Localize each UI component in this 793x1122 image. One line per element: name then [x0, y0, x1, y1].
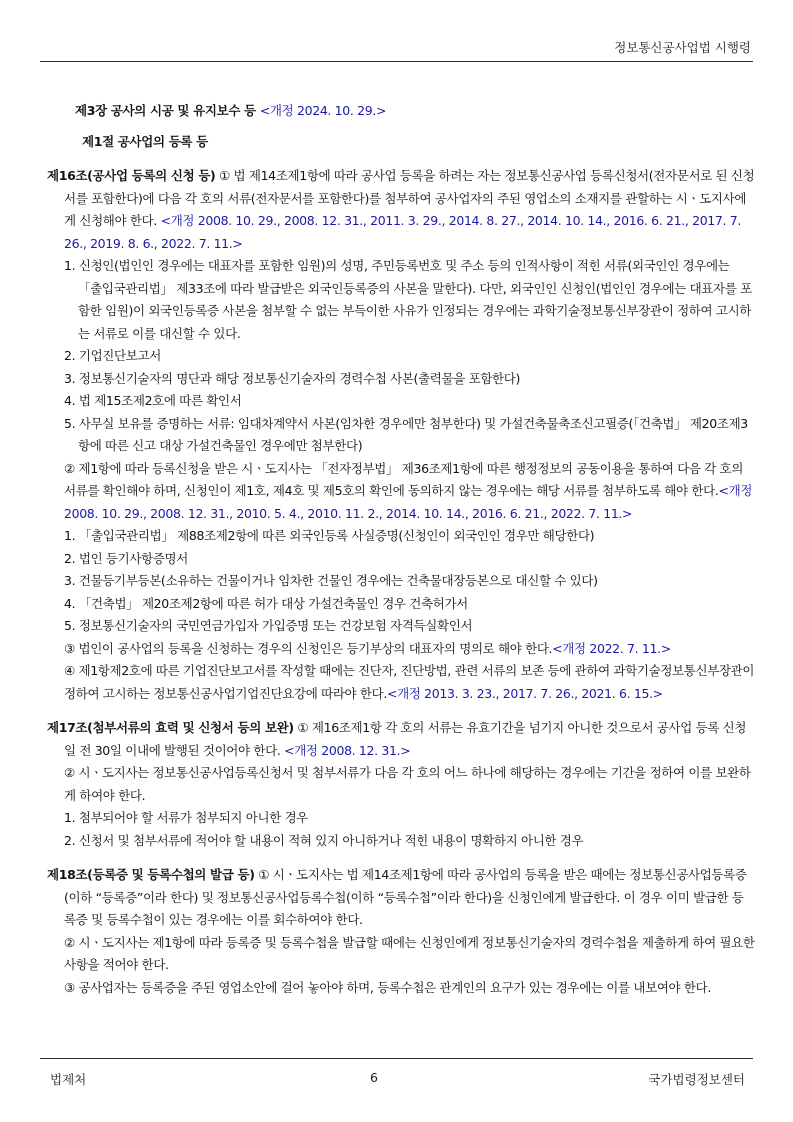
article-16-p2-item: 4. 「건축법」 제20조제2항에 따른 허가 대상 가설건축물인 경우 건축허가서 [64, 595, 468, 611]
article-16-p2-item: 5. 정보통신기술자의 국민연금가입자 가입증명 또는 건강보험 자격득실확인서 [64, 618, 473, 633]
article-16-title: 제16조(공사업 등록의 신청 등) [47, 168, 216, 183]
chapter-title: 제3장 공사의 시공 및 유지보수 등 [75, 103, 256, 118]
footer-source: 법제처 [50, 1072, 87, 1087]
article-16-p1-item: 2. 기업진단보고서 [64, 348, 161, 363]
document-body [47, 100, 755, 999]
article-18-p3: ③ 공사업자는 등록증을 주된 영업소안에 걸어 놓아야 하며, 등록수첩은 관계인의 요구가 있는 경우에는 이를 내보여야 한다. [64, 979, 711, 995]
article-17-p1-revision: <개정 2008. 12. 31.> [284, 742, 411, 758]
footer-publisher: 국가법령정보센터 [648, 1072, 745, 1087]
header-rule [40, 61, 753, 62]
article-16-p2-item: 2. 법인 등기사항증명서 [64, 550, 188, 566]
article-16-p1: ① 법 제14조제1항에 따라 공사업 등록을 하려는 자는 정보통신공사업 등록신청서(전자문서로 된 신청서를 포함한다)에 다음 각 호의 서류(전자문서를 포함한다)를 첨부하여 공사업자의 주된 영업소의 소재지를 관할하는 시ㆍ도지사에게 신청해야 한다. [64, 168, 755, 228]
article-17-p2: ② 시ㆍ도지사는 정보통신공사업등록신청서 및 첨부서류가 다음 각 호의 어느 하나에 해당하는 경우에는 기간을 정하여 이를 보완하게 하여야 한다. [64, 765, 751, 803]
article-16-p3 [47, 638, 755, 661]
header-title: 정보통신공사업법 시행령 [614, 40, 751, 55]
article-16-p2-text: ② 제1항에 따라 등록신청을 받은 시ㆍ도지사는 「전자정부법」 제36조제1항에 따른 행정정보의 공동이용을 통하여 다음 각 호의 서류를 확인해야 하며, 신청인이 제1호, 제4호 및 제5호의 확인에 동의하지 않는 경우에는 해당 서류를 첨부하도록 해야 한다. [64, 460, 744, 498]
article-16-p3-text: ③ 법인이 공사업의 등록을 신청하는 경우의 신청인은 등기부상의 대표자의 명의로 해야 한다. [64, 640, 553, 656]
article-17-title: 제17조(첨부서류의 효력 및 신청서 등의 보완) [47, 720, 294, 735]
page-number: 6 [370, 1070, 378, 1085]
article-16-p4-text: ④ 제1항제2호에 따른 기업진단보고서를 작성할 때에는 진단자, 진단방법, 관련 서류의 보존 등에 관하여 과학기술정보통신부장관이 정하여 고시하는 정보통신공사업기업진단요강에 따라야 한다. [64, 663, 755, 701]
article-16-p1-revision: <개정 2008. 10. 29., 2008. 12. 31., 2011. 3. 29., 2014. 8. 27., 2014. 10. 14., 2016. 6. 21., 2017. 7. 26., 2019. 8. 6., 2022. 7. 11.> [64, 213, 741, 251]
article-18-p2: ② 시ㆍ도지사는 제1항에 따라 등록증 및 등록수첩을 발급할 때에는 신청인에게 정보통신기술자의 경력수첩을 제출하게 하여 필요한 사항을 적어야 한다. [64, 934, 755, 972]
article-17-p2-item: 1. 첨부되어야 할 서류가 첨부되지 아니한 경우 [64, 810, 309, 825]
article-17 [47, 717, 755, 762]
article-17-p1: ① 제16조제1항 각 호의 서류는 유효기간을 넘기지 아니한 것으로서 공사업 등록 신청일 전 30일 이내에 발행된 것이어야 한다. [64, 720, 747, 758]
article-17-p2-item: 2. 신청서 및 첨부서류에 적어야 할 내용이 적혀 있지 아니하거나 적힌 내용이 명확하지 아니한 경우 [64, 832, 584, 848]
article-16-p1-item: 5. 사무실 보유를 증명하는 서류: 임대차계약서 사본(임차한 경우에만 첨부한다) 및 가설건축물축조신고필증(「건축법」 제20조제3항에 따른 신고 대상 가설건축물인 경우에만 첨부한다) [64, 415, 748, 453]
article-16 [47, 165, 755, 255]
article-16-p1-item: 1. 신청인(법인인 경우에는 대표자를 포함한 임원)의 성명, 주민등록번호 및 주소 등의 인적사항이 적힌 서류(외국인인 경우에는 「출입국관리법」 제33조에 따라 발급받은 외국인등록증의 사본을 말한다). 다만, 외국인인 신청인(법인인 경우에는 대표자를 포함한 임원)이 외국인등록증 사본을 첨부할 수 없는 부득이한 사유가 인정되는 경우에는 과학기술정보통신부장관이 정하여 고시하는 서류로 이를 대신할 수 있다. [64, 258, 752, 341]
article-16-p4 [47, 660, 755, 705]
section-heading: 제1절 공사업의 등록 등 [82, 133, 208, 149]
article-16-p2 [47, 458, 755, 526]
article-16-p2-revision: <개정 2008. 10. 29., 2008. 12. 31., 2010. 5. 4., 2010. 11. 2., 2014. 10. 14., 2016. 6. 21., 2022. 7. 11.> [64, 483, 753, 521]
article-16-p4-revision: <개정 2013. 3. 23., 2017. 7. 26., 2021. 6. 15.> [386, 685, 663, 701]
footer-rule [40, 1058, 753, 1059]
chapter-revision: <개정 2024. 10. 29.> [259, 103, 387, 118]
article-16-p2-item: 1. 「출입국관리법」 제88조제2항에 따른 외국인등록 사실증명(신청인이 외국인인 경우만 해당한다) [64, 528, 595, 543]
article-18-p1: ① 시ㆍ도지사는 법 제14조제1항에 따라 공사업의 등록을 받은 때에는 정보통신공사업등록증(이하 “등록증”이라 한다) 및 정보통신공사업등록수첩(이하 “등록수첩”이라 한다)을 신청인에게 발급한다. 이 경우 이미 발급한 등록증 및 등록수첩이 있는 경우에는 이를 회수하여야 한다. [64, 867, 747, 927]
article-18-title: 제18조(등록증 및 등록수첩의 발급 등) [47, 867, 255, 882]
article-16-p1-item: 3. 정보통신기술자의 명단과 해당 정보통신기술자의 경력수첩 사본(출력물을 포함한다) [64, 370, 521, 386]
article-16-p2-item: 3. 건물등기부등본(소유하는 건물이거나 임차한 건물인 경우에는 건축물대장등본으로 대신할 수 있다) [64, 573, 598, 588]
article-16-p3-revision: <개정 2022. 7. 11.> [552, 640, 671, 656]
chapter-heading [47, 100, 755, 123]
article-18 [47, 864, 755, 932]
article-16-p1-item: 4. 법 제15조제2호에 따른 확인서 [64, 393, 242, 408]
